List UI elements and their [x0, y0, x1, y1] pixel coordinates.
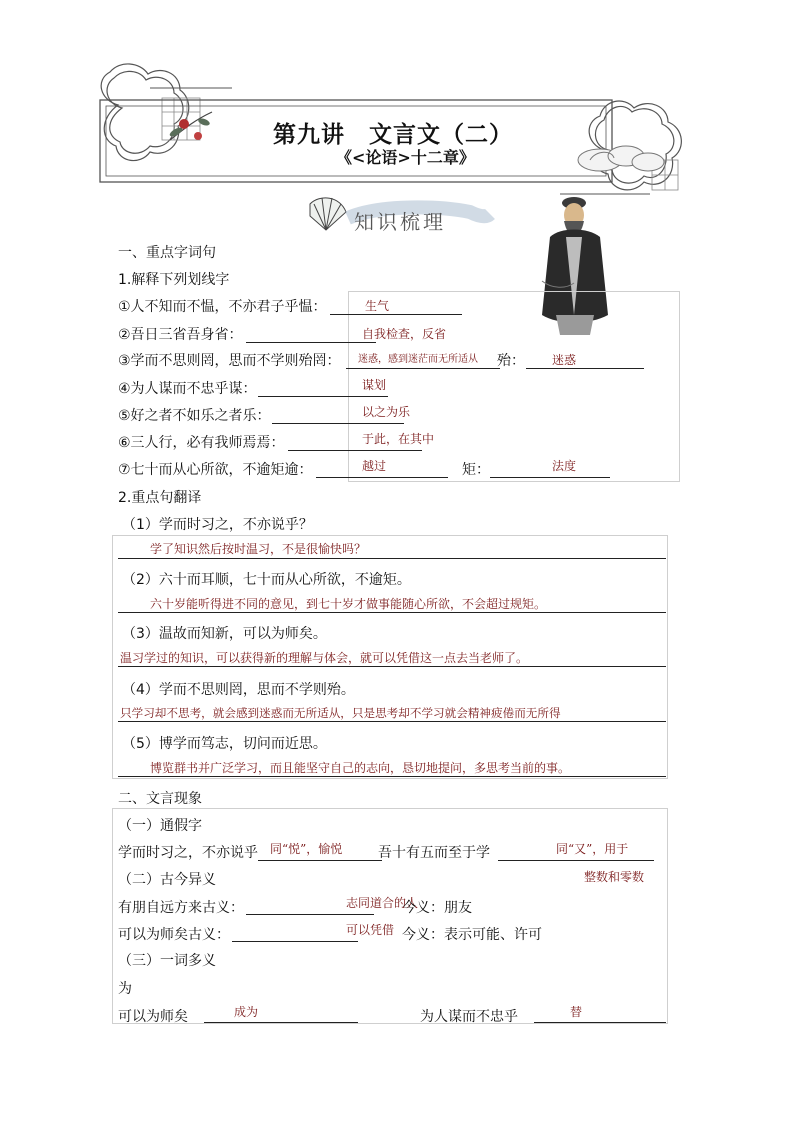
vocab-question-3: ③学而不思则罔，思而不学则殆罔： [118, 353, 341, 369]
vocab-question-7b: 矩： [462, 462, 490, 478]
gujin-answer-line-2 [232, 941, 358, 942]
cloud-icon [578, 146, 664, 171]
translation-line-5 [118, 776, 666, 777]
vocab-answer-line-3b [526, 368, 644, 369]
gujin-question-2: 可以为师矣古义： [118, 927, 230, 943]
gujin-answer-line-1 [246, 914, 374, 915]
yici-answer-line-1 [204, 1022, 358, 1023]
gujin-question-1: 有朋自远方来古义： [118, 900, 244, 916]
tongjia-answer-line-1 [258, 860, 382, 861]
vocab-answer-line-5 [272, 423, 404, 424]
gujin-modern-1: 今义：朋友 [402, 900, 472, 916]
vocab-question-4: ④为人谋而不忠乎谋： [118, 381, 257, 397]
tongjia-answer-1: 同“悦”，愉悦 [270, 842, 343, 856]
vocab-answer-5: 以之为乐 [362, 405, 411, 419]
section1-subheading-2: 2.重点句翻译 [118, 490, 202, 506]
vocab-answer-line-7b [490, 477, 610, 478]
translation-answer-4: 只学习却不思考，就会感到迷惑而无所适从，只是思考却不学习就会精神疲倦而无所得 [120, 706, 561, 720]
page-title: 第九讲 文言文（二） [273, 121, 513, 148]
answer-box-1 [348, 291, 680, 482]
banner-text: 知识梳理 [354, 210, 446, 234]
tongjia-answer-line-2 [498, 860, 654, 861]
vocab-answer-1: 生气 [365, 299, 390, 313]
yici-answer-1: 成为 [234, 1005, 259, 1019]
yici-question-1: 可以为师矣 [118, 1009, 188, 1025]
page-subtitle: 《<论语>十二章》 [336, 148, 475, 167]
yici-answer-line-2 [534, 1022, 666, 1023]
vocab-answer-line-3a [346, 368, 500, 369]
vocab-answer-2: 自我检查，反省 [362, 327, 447, 341]
section2-heading: 二、文言现象 [118, 791, 202, 807]
yici-heading: （三）一词多义 [118, 953, 216, 969]
right-flower-frame [589, 101, 681, 190]
translation-question-5: （5）博学而笃志，切问而近思。 [122, 736, 327, 752]
vocab-answer-7a: 越过 [362, 459, 387, 473]
vocab-question-2: ②吾日三省吾身省： [118, 327, 243, 343]
vocab-question-5: ⑤好之者不如乐之者乐： [118, 408, 271, 424]
tongjia-answer-2-cont: 整数和零数 [584, 870, 645, 884]
vocab-answer-line-7a [316, 477, 448, 478]
vocab-answer-3a: 迷惑，感到迷茫而无所适从 [358, 354, 478, 365]
vocab-answer-line-4 [258, 396, 388, 397]
gujin-modern-2: 今义：表示可能、许可 [402, 927, 542, 943]
translation-question-2: （2）六十而耳顺，七十而从心所欲，不逾矩。 [122, 572, 411, 588]
section1-heading: 一、重点字词句 [118, 245, 216, 261]
lattice-window-left [162, 98, 200, 140]
translation-question-1: （1）学而时习之，不亦说乎？ [122, 517, 313, 533]
translation-answer-2: 六十岁能听得进不同的意见，到七十岁才做事能随心所欲，不会超过规矩。 [150, 597, 547, 611]
vocab-answer-line-2 [246, 342, 376, 343]
vocab-question-1: ①人不知而不愠，不亦君子乎愠： [118, 299, 327, 315]
vocab-answer-line-1 [330, 314, 462, 315]
tongjia-question-1: 学而时习之，不亦说乎 [118, 845, 258, 861]
tongjia-answer-2: 同“又”，用于 [556, 842, 629, 856]
vocab-answer-6: 于此，在其中 [362, 432, 435, 446]
gujin-heading: （二）古今异义 [118, 872, 216, 888]
translation-line-1 [118, 558, 666, 559]
yici-question-2: 为人谋而不忠乎 [420, 1009, 518, 1025]
fan-icon [310, 198, 346, 230]
vocab-question-3b: 殆： [497, 353, 525, 369]
translation-answer-1: 学了知识然后按时温习，不是很愉快吗？ [150, 542, 367, 556]
vocab-question-6: ⑥三人行，必有我师焉焉： [118, 435, 285, 451]
translation-line-3 [118, 666, 666, 667]
vocab-answer-3b: 迷惑 [552, 353, 577, 367]
yici-word: 为 [118, 981, 132, 997]
gujin-answer-2: 可以凭借 [346, 923, 395, 937]
translation-answer-3: 温习学过的知识，可以获得新的理解与体会，就可以凭借这一点去当老师了。 [120, 651, 529, 665]
translation-answer-5: 博览群书并广泛学习，而且能坚守自己的志向，恳切地提问，多思考当前的事。 [150, 761, 571, 775]
translation-question-3: （3）温故而知新，可以为师矣。 [122, 626, 327, 642]
tongjia-heading: （一）通假字 [118, 818, 202, 834]
section1-subheading-1: 1.解释下列划线字 [118, 272, 230, 288]
vocab-answer-line-6 [288, 450, 422, 451]
translation-line-4 [118, 721, 666, 722]
gujin-answer-1: 志同道合的人 [346, 896, 419, 910]
vocab-question-7: ⑦七十而从心所欲，不逾矩逾： [118, 462, 313, 478]
translation-line-2 [118, 612, 666, 613]
vocab-answer-7b: 法度 [552, 459, 577, 473]
yici-answer-2: 替 [570, 1005, 583, 1019]
tongjia-question-2: 吾十有五而至于学 [378, 845, 490, 861]
vocab-answer-4: 谋划 [362, 378, 387, 392]
translation-question-4: （4）学而不思则罔，思而不学则殆。 [122, 682, 355, 698]
